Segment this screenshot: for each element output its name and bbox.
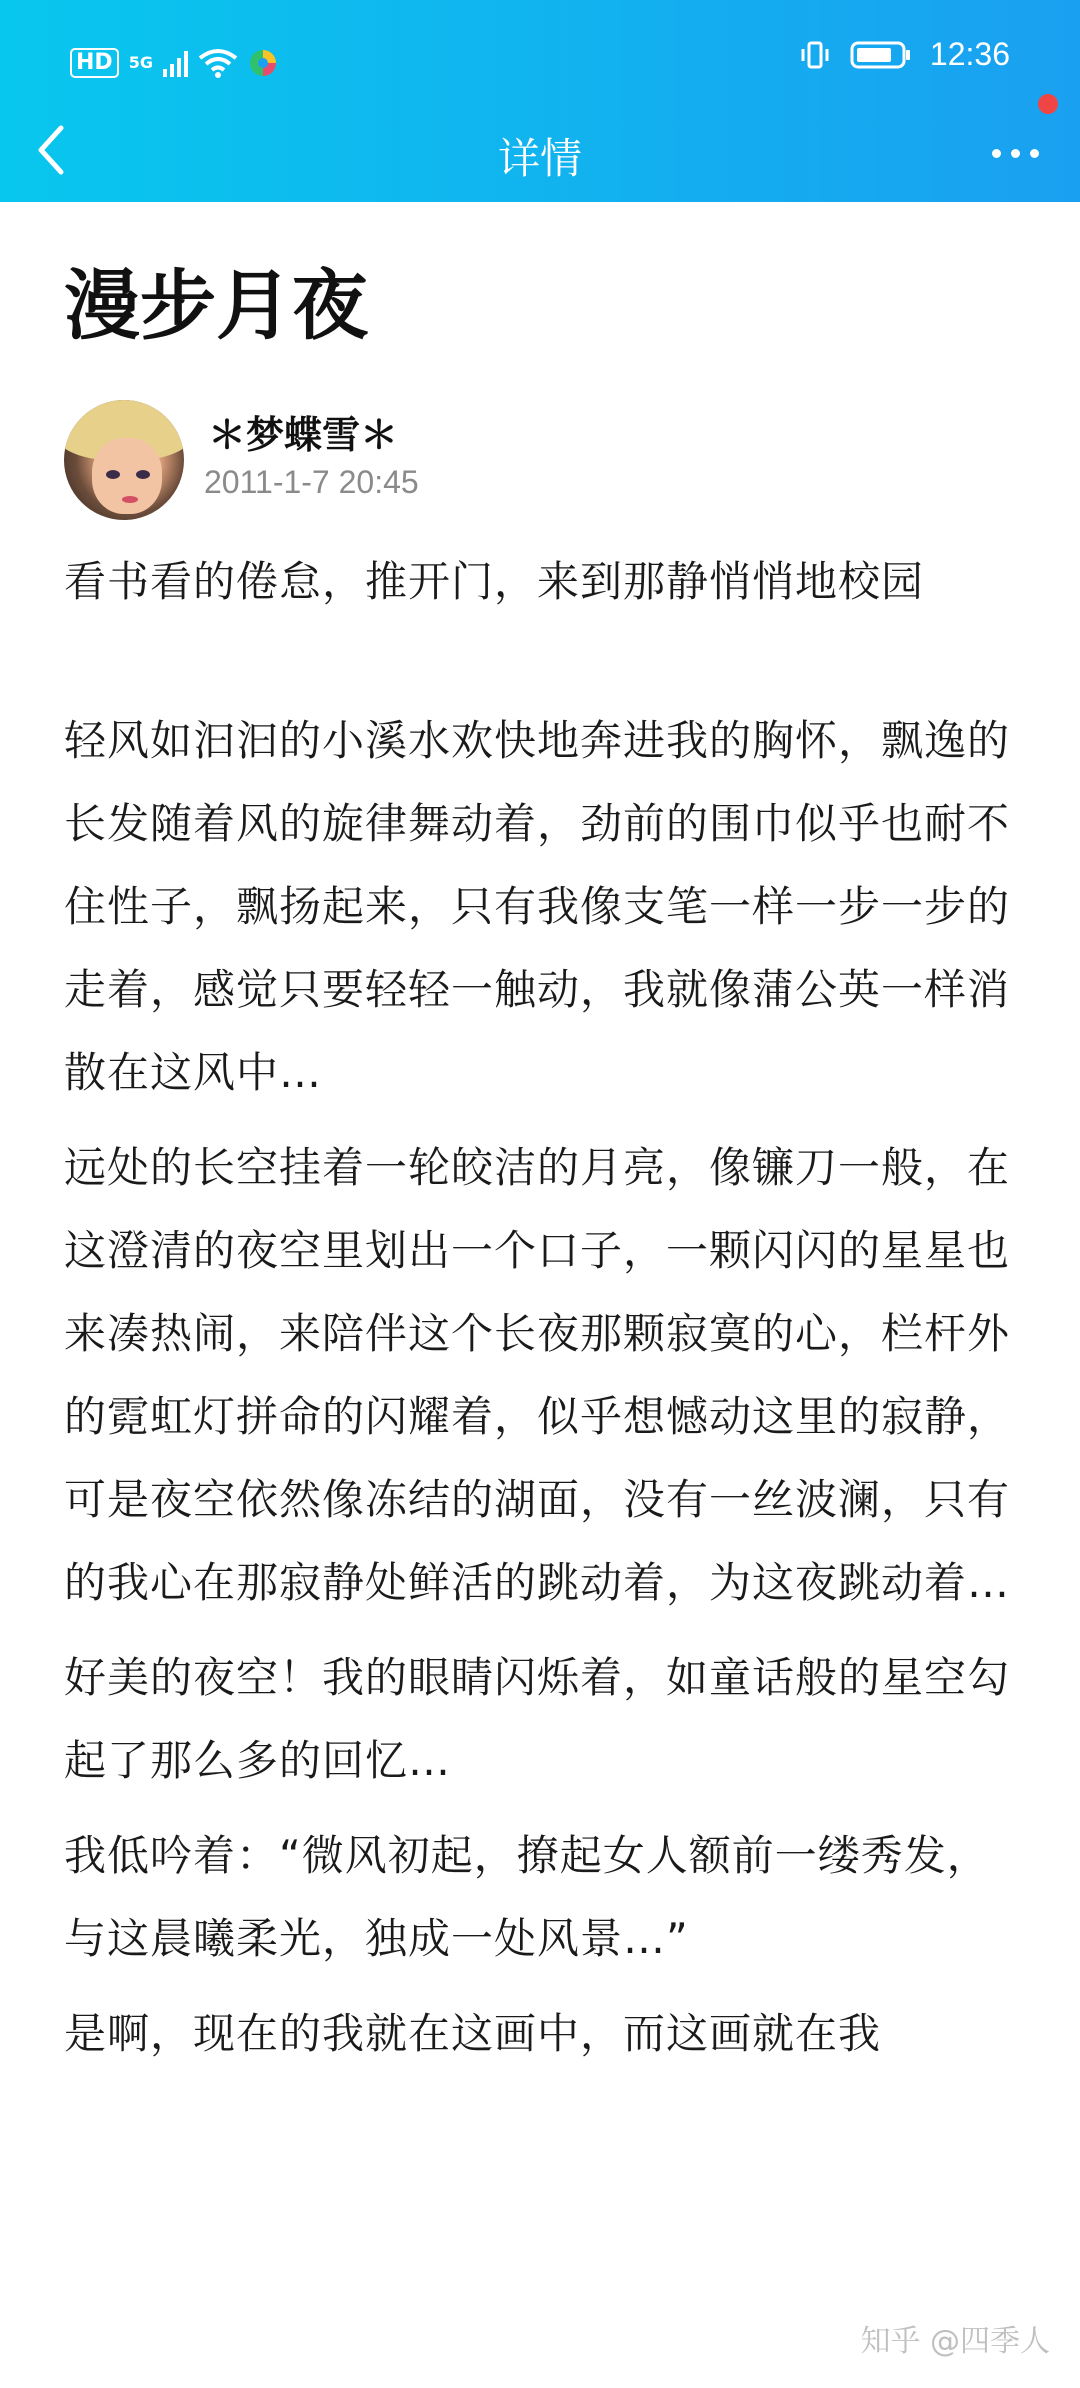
article-title: 漫步月夜 — [64, 261, 368, 350]
vibrate-icon — [798, 38, 832, 72]
author-name[interactable]: ＊梦蝶雪＊ — [208, 413, 399, 457]
status-bar — [0, 36, 1080, 96]
author-block — [64, 400, 1024, 530]
status-right — [798, 36, 1010, 73]
article — [64, 202, 1024, 2075]
status-time: 12:36 — [929, 36, 1010, 72]
header-bar — [0, 0, 1080, 202]
article-paragraph: 看书看的倦怠，推开门，来到那静悄悄地校园 — [64, 557, 925, 606]
battery-icon — [850, 38, 912, 72]
network-type: 5G — [128, 53, 153, 72]
wifi-icon — [198, 48, 238, 78]
page-title: 详情 — [497, 134, 582, 183]
notification-dot — [1038, 94, 1058, 114]
more-button[interactable] — [980, 128, 1050, 178]
more-dot — [1011, 149, 1020, 158]
more-dot — [1030, 149, 1039, 158]
post-datetime: 2011-1-7 20:45 — [204, 464, 419, 500]
avatar[interactable] — [64, 400, 184, 520]
article-paragraph: 轻风如汩汩的小溪水欢快地奔进我的胸怀，飘逸的长发随着风的旋律舞动着，劲前的围巾似乎也耐不住性子，飘扬起来，只有我像支笔一样一步一步的走着，感觉只要轻轻一触动，我就像蒲公英一样消散在这风中… — [64, 716, 1011, 1097]
hd-badge: HD — [70, 48, 119, 78]
more-dot — [992, 149, 1001, 158]
signal-icon — [163, 49, 188, 77]
article-paragraph: 远处的长空挂着一轮皎洁的月亮，像镰刀一般，在这澄清的夜空里划出一个口子，一颗闪闪的星星也来凑热闹，来陪伴这个长夜那颗寂寞的心，栏杆外的霓虹灯拼命的闪耀着，似乎想憾动这里的寂静，可是夜空依然像冻结的湖面，没有一丝波澜，只有的我心在那寂静处鲜活的跳动着，为这夜跳动着… — [64, 1143, 1011, 1607]
article-paragraph: 好美的夜空！我的眼睛闪烁着，如童话般的星空勾起了那么多的回忆… — [64, 1653, 1011, 1785]
status-left — [70, 48, 278, 78]
nav-bar — [0, 100, 1080, 200]
app-notification-icon — [248, 48, 278, 78]
article-paragraph: 我低吟着：“微风初起，撩起女人额前一缕秀发，与这晨曦柔光，独成一处风景…” — [64, 1831, 990, 1963]
article-paragraph: 是啊，现在的我就在这画中，而这画就在我 — [64, 2009, 882, 2058]
watermark: 知乎 @四季人 — [860, 2324, 1050, 2359]
